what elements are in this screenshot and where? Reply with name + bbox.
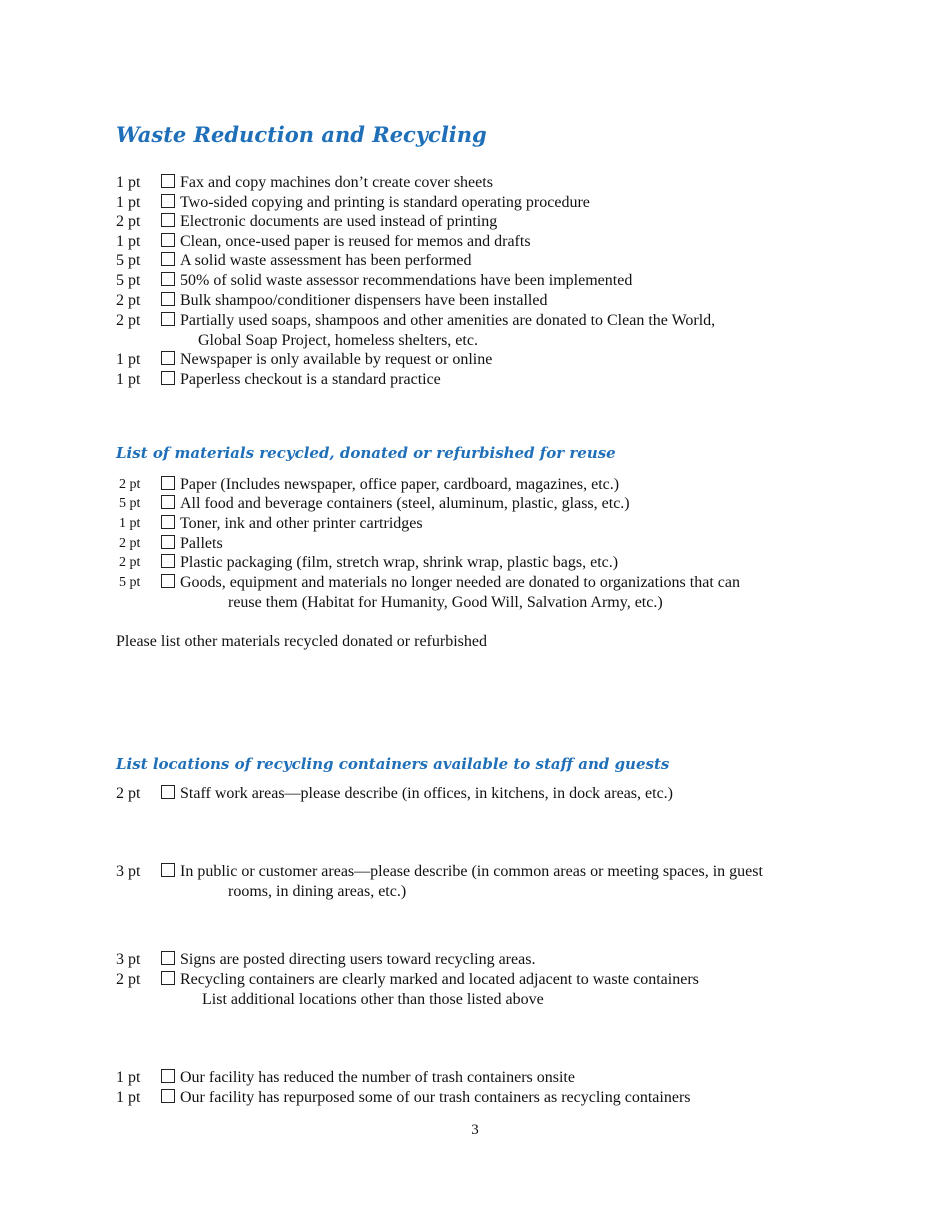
points-label: 1 pt bbox=[116, 174, 141, 191]
item-text: Plastic packaging (film, stretch wrap, shrink wrap, plastic bags, etc.) bbox=[180, 554, 619, 571]
checkbox[interactable] bbox=[161, 971, 175, 985]
points-label: 1 pt bbox=[116, 371, 141, 388]
points-label: 2 pt bbox=[116, 971, 141, 988]
checkbox[interactable] bbox=[161, 515, 175, 529]
item-text: Our facility has reduced the number of trash containers onsite bbox=[180, 1069, 575, 1086]
item-text: Bulk shampoo/conditioner dispensers have been installed bbox=[180, 292, 548, 309]
points-label: 1 pt bbox=[116, 233, 141, 250]
item-text: Partially used soaps, shampoos and other amenities are donated to Clean the World, bbox=[180, 312, 716, 329]
item-text: In public or customer areas—please describe (in common areas or meeting spaces, in guest bbox=[180, 863, 763, 880]
item-text: Recycling containers are clearly marked and located adjacent to waste containers bbox=[180, 971, 699, 988]
checkbox[interactable] bbox=[161, 476, 175, 490]
points-label: 3 pt bbox=[116, 863, 141, 880]
checkbox[interactable] bbox=[161, 194, 175, 208]
points-label: 1 pt bbox=[119, 516, 141, 531]
item-text: Fax and copy machines don’t create cover sheets bbox=[180, 174, 493, 191]
section-title-materials: List of materials recycled, donated or refurbished for reuse bbox=[116, 444, 616, 462]
item-text: Signs are posted directing users toward recycling areas. bbox=[180, 951, 536, 968]
checkbox[interactable] bbox=[161, 1089, 175, 1103]
item-text-continuation: reuse them (Habitat for Humanity, Good Will, Salvation Army, etc.) bbox=[228, 594, 663, 611]
points-label: 2 pt bbox=[116, 785, 141, 802]
points-label: 1 pt bbox=[116, 1069, 141, 1086]
item-text: Staff work areas—please describe (in offices, in kitchens, in dock areas, etc.) bbox=[180, 785, 673, 802]
points-label: 3 pt bbox=[116, 951, 141, 968]
item-text: All food and beverage containers (steel, aluminum, plastic, glass, etc.) bbox=[180, 495, 630, 512]
checkbox[interactable] bbox=[161, 951, 175, 965]
points-label: 1 pt bbox=[116, 351, 141, 368]
points-label: 2 pt bbox=[116, 292, 141, 309]
other-materials-prompt: Please list other materials recycled donated or refurbished bbox=[116, 633, 487, 650]
checkbox[interactable] bbox=[161, 554, 175, 568]
checkbox[interactable] bbox=[161, 785, 175, 799]
item-text: Clean, once-used paper is reused for memos and drafts bbox=[180, 233, 531, 250]
points-label: 2 pt bbox=[119, 477, 141, 492]
section-title-locations: List locations of recycling containers available to staff and guests bbox=[116, 755, 670, 773]
checkbox[interactable] bbox=[161, 252, 175, 266]
item-text: Our facility has repurposed some of our trash containers as recycling containers bbox=[180, 1089, 691, 1106]
points-label: 2 pt bbox=[119, 536, 141, 551]
checkbox[interactable] bbox=[161, 535, 175, 549]
checkbox[interactable] bbox=[161, 1069, 175, 1083]
item-text: A solid waste assessment has been performed bbox=[180, 252, 472, 269]
checkbox[interactable] bbox=[161, 174, 175, 188]
item-text-continuation: rooms, in dining areas, etc.) bbox=[228, 883, 407, 900]
item-text: Paperless checkout is a standard practice bbox=[180, 371, 441, 388]
item-text: Newspaper is only available by request or online bbox=[180, 351, 493, 368]
section-title-waste-reduction: Waste Reduction and Recycling bbox=[116, 122, 487, 147]
points-label: 1 pt bbox=[116, 1089, 141, 1106]
page-number: 3 bbox=[471, 1122, 479, 1138]
item-text-continuation: List additional locations other than those listed above bbox=[202, 991, 544, 1008]
checkbox[interactable] bbox=[161, 371, 175, 385]
item-text: Paper (Includes newspaper, office paper, cardboard, magazines, etc.) bbox=[180, 476, 620, 493]
checkbox[interactable] bbox=[161, 863, 175, 877]
points-label: 5 pt bbox=[119, 575, 141, 590]
item-text: Toner, ink and other printer cartridges bbox=[180, 515, 423, 532]
points-label: 5 pt bbox=[116, 252, 141, 269]
checkbox[interactable] bbox=[161, 213, 175, 227]
checkbox[interactable] bbox=[161, 351, 175, 365]
points-label: 5 pt bbox=[119, 496, 141, 511]
checkbox[interactable] bbox=[161, 312, 175, 326]
points-label: 5 pt bbox=[116, 272, 141, 289]
points-label: 2 pt bbox=[116, 312, 141, 329]
points-label: 2 pt bbox=[119, 555, 141, 570]
item-text: 50% of solid waste assessor recommendations have been implemented bbox=[180, 272, 633, 289]
item-text: Goods, equipment and materials no longer needed are donated to organizations that can bbox=[180, 574, 740, 591]
points-label: 2 pt bbox=[116, 213, 141, 230]
checkbox[interactable] bbox=[161, 495, 175, 509]
checkbox[interactable] bbox=[161, 233, 175, 247]
checkbox[interactable] bbox=[161, 574, 175, 588]
item-text-continuation: Global Soap Project, homeless shelters, etc. bbox=[198, 332, 478, 349]
checkbox[interactable] bbox=[161, 292, 175, 306]
points-label: 1 pt bbox=[116, 194, 141, 211]
item-text: Electronic documents are used instead of printing bbox=[180, 213, 498, 230]
checkbox[interactable] bbox=[161, 272, 175, 286]
item-text: Two-sided copying and printing is standard operating procedure bbox=[180, 194, 590, 211]
item-text: Pallets bbox=[180, 535, 223, 552]
